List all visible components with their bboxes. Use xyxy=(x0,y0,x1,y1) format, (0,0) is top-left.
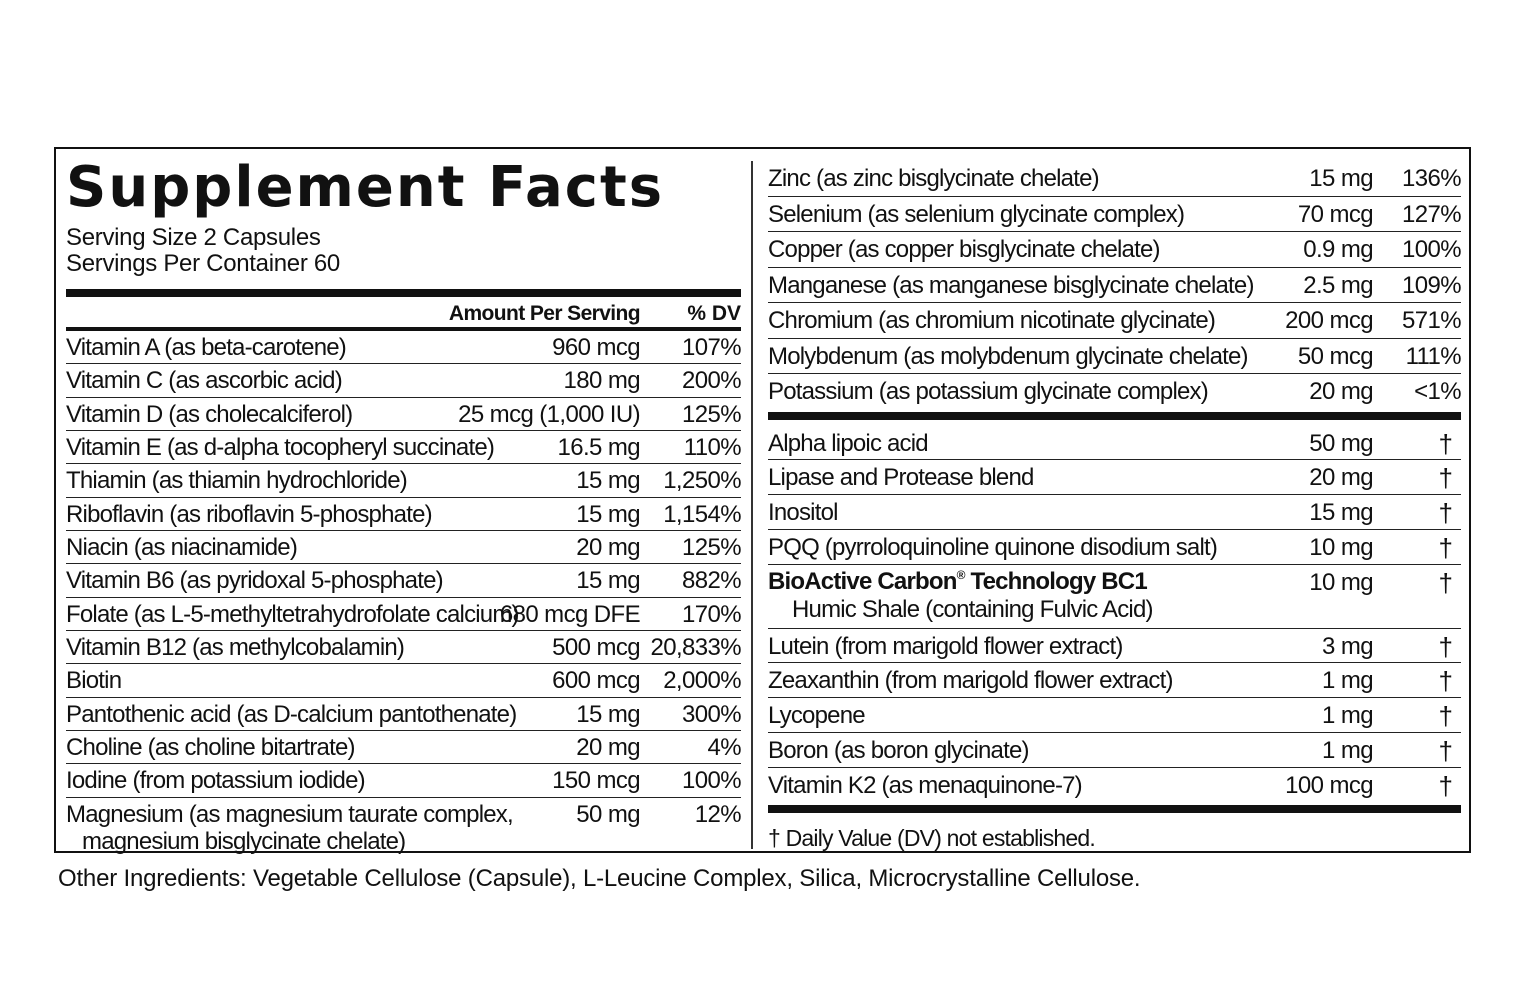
nutrient-name-continued: magnesium bisglycinate chelate) xyxy=(82,827,406,855)
nutrient-amount: 960 mcg xyxy=(552,334,640,361)
nutrient-row xyxy=(66,398,741,431)
nutrient-amount: 50 mcg xyxy=(1297,342,1373,370)
nutrient-name: Magnesium (as magnesium taurate complex, xyxy=(66,800,513,828)
thick-rule xyxy=(66,289,741,297)
nutrient-dv: 100% xyxy=(682,767,741,795)
nutrient-name: Vitamin E (as d-alpha tocopheryl succinate) xyxy=(66,433,495,461)
nutrient-dv: 1,250% xyxy=(663,467,741,495)
nutrient-row xyxy=(66,431,741,464)
dagger-mark: † xyxy=(1438,498,1453,529)
nutrient-amount: 50 mg xyxy=(576,800,640,828)
nutrient-name: Folate (as L-5-methyltetrahydrofolate calcium) xyxy=(66,600,519,628)
nutrient-row xyxy=(768,303,1461,339)
nutrient-row xyxy=(768,460,1461,495)
other-nutrient-list-b xyxy=(768,629,1461,803)
nutrient-amount: 1 mg xyxy=(1322,667,1373,695)
nutrient-amount: 500 mcg xyxy=(552,633,640,661)
bioactive-name-rest: Technology BC1 xyxy=(964,567,1147,595)
nutrient-row xyxy=(768,374,1461,410)
nutrient-amount: 15 mg xyxy=(576,700,640,728)
nutrient-row xyxy=(768,426,1461,461)
dagger-mark: † xyxy=(1438,532,1453,563)
nutrient-name: Vitamin A (as beta-carotene) xyxy=(66,334,346,361)
nutrient-dv: 125% xyxy=(682,400,741,428)
mineral-list xyxy=(768,161,1461,410)
other-nutrient-list-a xyxy=(768,426,1461,565)
nutrient-row xyxy=(66,464,741,497)
dagger-mark: † xyxy=(1438,770,1453,801)
nutrient-amount: 2.5 mg xyxy=(1303,271,1373,299)
supplement-facts-panel xyxy=(54,147,1471,853)
nutrient-row xyxy=(66,764,741,797)
nutrient-name: Riboflavin (as riboflavin 5-phosphate) xyxy=(66,500,432,528)
nutrient-row xyxy=(66,531,741,564)
nutrient-name: Vitamin C (as ascorbic acid) xyxy=(66,367,342,395)
nutrient-amount: 20 mg xyxy=(576,533,640,561)
nutrient-row xyxy=(768,232,1461,268)
nutrient-name: Iodine (from potassium iodide) xyxy=(66,767,365,795)
nutrient-dv: 170% xyxy=(682,600,741,628)
nutrient-amount: 150 mcg xyxy=(552,767,640,795)
nutrient-dv: 12% xyxy=(694,800,741,828)
nutrient-amount: 20 mg xyxy=(1309,378,1373,405)
nutrient-row xyxy=(66,631,741,664)
dagger-mark: † xyxy=(1438,567,1453,598)
nutrient-name: Vitamin B12 (as methylcobalamin) xyxy=(66,633,405,661)
nutrient-dv: 2,000% xyxy=(663,667,741,695)
nutrient-row xyxy=(66,564,741,597)
nutrient-name: PQQ (pyrroloquinoline quinone disodium salt) xyxy=(768,533,1218,561)
nutrient-dv: 107% xyxy=(682,334,741,361)
nutrient-amount: 200 mcg xyxy=(1285,307,1373,334)
nutrient-row xyxy=(768,268,1461,304)
nutrient-name-continued: Humic Shale (containing Fulvic Acid) xyxy=(792,595,1153,623)
nutrient-name: Vitamin K2 (as menaquinone-7) xyxy=(768,771,1082,799)
nutrient-row xyxy=(66,664,741,697)
nutrient-dv: 100% xyxy=(1402,236,1461,263)
nutrient-name: Boron (as boron glycinate) xyxy=(768,737,1029,765)
dagger-mark: † xyxy=(1438,701,1453,732)
nutrient-row xyxy=(768,495,1461,530)
nutrient-amount: 15 mg xyxy=(576,567,640,595)
nutrient-name: Lipase and Protease blend xyxy=(768,464,1034,492)
nutrient-row xyxy=(768,530,1461,565)
nutrient-amount: 70 mcg xyxy=(1297,200,1373,228)
nutrient-name: Inositol xyxy=(768,499,838,527)
dv-footnote: † Daily Value (DV) not established. xyxy=(768,824,1095,851)
nutrient-row xyxy=(66,331,741,364)
nutrient-name: Thiamin (as thiamin hydrochloride) xyxy=(66,467,407,495)
dagger-mark: † xyxy=(1438,666,1453,697)
nutrient-dv: 300% xyxy=(682,700,741,728)
nutrient-name: Alpha lipoic acid xyxy=(768,429,928,457)
nutrient-amount: 15 mg xyxy=(576,500,640,528)
nutrient-amount: 15 mg xyxy=(576,467,640,495)
nutrient-name: Zeaxanthin (from marigold flower extract) xyxy=(768,667,1173,695)
nutrient-name: Zinc (as zinc bisglycinate chelate) xyxy=(768,165,1099,192)
other-ingredients: Other Ingredients: Vegetable Cellulose (Capsule), L-Leucine Complex, Silica, Microcrystalline Cellulose. xyxy=(58,865,1141,892)
nutrient-name: Manganese (as manganese bisglycinate chelate) xyxy=(768,271,1254,299)
nutrient-amount: 100 mcg xyxy=(1285,771,1373,799)
bioactive-name-main: BioActive Carbon xyxy=(768,567,957,595)
nutrient-name: Pantothenic acid (as D-calcium pantothenate) xyxy=(66,700,517,728)
thick-rule xyxy=(768,412,1461,420)
nutrient-dv: 571% xyxy=(1402,307,1461,334)
registered-mark: ® xyxy=(956,567,965,582)
nutrient-amount: 16.5 mg xyxy=(557,433,640,461)
servings-per-container: Servings Per Container 60 xyxy=(66,250,340,277)
nutrient-amount: 20 mg xyxy=(576,733,640,761)
nutrient-name: Vitamin D (as cholecalciferol) xyxy=(66,400,353,428)
nutrient-dv: 125% xyxy=(682,533,741,561)
nutrient-amount: 0.9 mg xyxy=(1303,236,1373,263)
nutrient-name: Choline (as choline bitartrate) xyxy=(66,733,355,761)
nutrient-dv: <1% xyxy=(1414,378,1461,405)
column-header xyxy=(66,297,741,327)
nutrient-row xyxy=(66,698,741,731)
dagger-mark: † xyxy=(1438,463,1453,494)
nutrient-dv: 4% xyxy=(707,733,741,761)
nutrient-row xyxy=(768,161,1461,197)
nutrient-row xyxy=(66,364,741,397)
nutrient-row xyxy=(768,768,1461,803)
nutrient-row-bioactive-carbon xyxy=(768,565,1461,629)
left-column xyxy=(66,155,741,860)
nutrient-amount: 1 mg xyxy=(1322,702,1373,730)
nutrient-row xyxy=(66,598,741,631)
nutrient-name: Lycopene xyxy=(768,702,865,730)
nutrient-amount: 15 mg xyxy=(1309,165,1373,192)
dagger-mark: † xyxy=(1438,428,1453,459)
nutrient-amount: 680 mcg DFE xyxy=(499,600,640,628)
left-nutrient-list xyxy=(66,331,741,798)
nutrient-row xyxy=(768,698,1461,733)
column-divider xyxy=(751,161,753,849)
nutrient-dv: 127% xyxy=(1402,200,1461,228)
nutrient-amount: 50 mg xyxy=(1309,429,1373,457)
nutrient-name: Lutein (from marigold flower extract) xyxy=(768,632,1123,660)
dv-header: % DV xyxy=(687,302,741,325)
nutrient-row xyxy=(768,197,1461,233)
nutrient-dv: 200% xyxy=(682,367,741,395)
nutrient-row xyxy=(768,339,1461,375)
nutrient-name: Potassium (as potassium glycinate complex) xyxy=(768,378,1208,405)
nutrient-dv: 109% xyxy=(1402,271,1461,299)
nutrient-dv: 111% xyxy=(1405,342,1461,370)
serving-size: Serving Size 2 Capsules xyxy=(66,224,321,251)
nutrient-amount: 20 mg xyxy=(1309,464,1373,492)
nutrient-amount: 1 mg xyxy=(1322,737,1373,765)
dagger-mark: † xyxy=(1438,736,1453,767)
dagger-mark: † xyxy=(1438,631,1453,662)
nutrient-row xyxy=(66,498,741,531)
thick-rule xyxy=(768,805,1461,813)
nutrient-row xyxy=(768,629,1461,664)
nutrient-dv: 1,154% xyxy=(663,500,741,528)
nutrient-dv: 136% xyxy=(1402,165,1461,192)
nutrient-amount: 15 mg xyxy=(1309,499,1373,527)
nutrient-row xyxy=(768,733,1461,768)
nutrient-amount: 10 mg xyxy=(1309,568,1373,596)
nutrient-name: Selenium (as selenium glycinate complex) xyxy=(768,200,1185,228)
nutrient-name xyxy=(768,568,1147,596)
nutrient-row xyxy=(768,663,1461,698)
nutrient-amount: 10 mg xyxy=(1309,533,1373,561)
nutrient-name: Copper (as copper bisglycinate chelate) xyxy=(768,236,1160,263)
nutrient-amount: 600 mcg xyxy=(552,667,640,695)
nutrient-name: Molybdenum (as molybdenum glycinate chelate) xyxy=(768,342,1248,370)
amount-per-serving-header: Amount Per Serving xyxy=(448,302,640,325)
nutrient-row xyxy=(66,731,741,764)
panel-title: Supplement Facts xyxy=(66,155,665,220)
nutrient-row-magnesium xyxy=(66,798,741,860)
nutrient-dv: 20,833% xyxy=(650,633,741,661)
nutrient-name: Vitamin B6 (as pyridoxal 5-phosphate) xyxy=(66,567,443,595)
nutrient-amount: 3 mg xyxy=(1322,632,1373,660)
nutrient-amount: 180 mg xyxy=(563,367,640,395)
nutrient-name: Chromium (as chromium nicotinate glycinate) xyxy=(768,307,1216,334)
nutrient-name: Niacin (as niacinamide) xyxy=(66,533,298,561)
nutrient-amount: 25 mcg (1,000 IU) xyxy=(458,400,640,428)
nutrient-dv: 882% xyxy=(682,567,741,595)
nutrient-dv: 110% xyxy=(683,433,741,461)
right-column xyxy=(768,161,1461,852)
nutrient-name: Biotin xyxy=(66,667,122,695)
serving-info xyxy=(66,225,741,277)
